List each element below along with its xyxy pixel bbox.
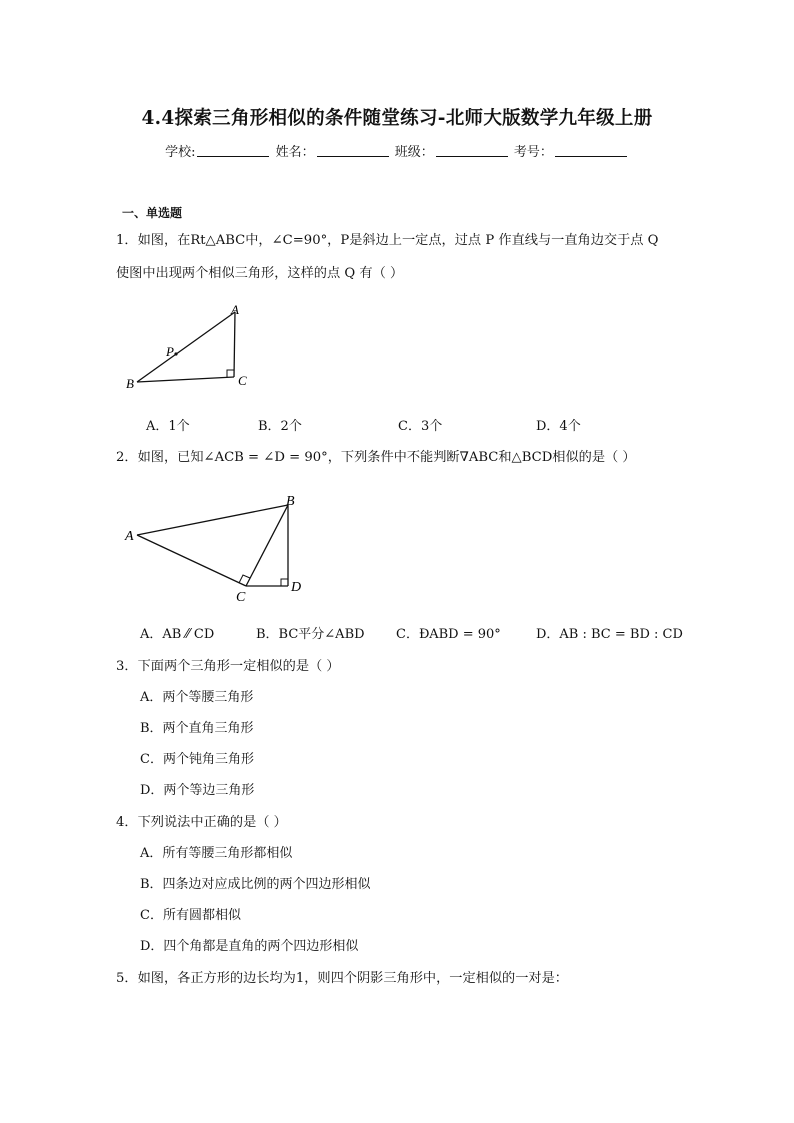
q2-stem: 2．如图，已知∠ACB = ∠D = 90°，下列条件中不能判断∇ABC和△BCD相似的是（ ） xyxy=(116,450,636,465)
q4-option-c[interactable]: C．所有圆都相似 xyxy=(140,908,241,923)
q3-option-a[interactable]: A．两个等腰三角形 xyxy=(140,690,254,705)
class-blank[interactable] xyxy=(436,144,508,157)
q2-side-ac xyxy=(137,535,246,586)
q2-label-b: B xyxy=(286,494,295,509)
q2-right-angle-d xyxy=(281,579,288,586)
q1-option-a[interactable]: A．1个 xyxy=(146,419,190,434)
q1-option-d[interactable]: D．4个 xyxy=(536,419,581,434)
q2-option-b[interactable]: B．BC平分∠ABD xyxy=(256,627,365,642)
q1-option-b[interactable]: B．2个 xyxy=(258,419,302,434)
q1-point-p xyxy=(174,352,177,355)
q1-label-p: P xyxy=(166,344,174,359)
q1-label-b: B xyxy=(126,376,134,391)
exam-no-label: 考号： xyxy=(513,145,553,160)
q2-option-d[interactable]: D．AB : BC = BD : CD xyxy=(536,627,683,642)
school-blank[interactable] xyxy=(197,144,269,157)
q1-side-ca xyxy=(234,312,235,377)
q1-stem-line1: 1．如图，在Rt△ABC中，∠C=90°，P是斜边上一定点，过点 P 作直线与一直角边交于点 Q xyxy=(116,233,659,248)
q2-side-cb xyxy=(246,505,288,586)
q4-option-a[interactable]: A．所有等腰三角形都相似 xyxy=(140,846,293,861)
q1-figure xyxy=(110,296,270,396)
q4-option-d[interactable]: D．四个角都是直角的两个四边形相似 xyxy=(140,939,359,954)
student-info-line xyxy=(0,141,794,160)
q4-stem: 4．下列说法中正确的是（ ） xyxy=(116,815,287,830)
q2-label-d: D xyxy=(291,580,302,595)
q1-side-bc xyxy=(137,377,234,382)
q1-side-ab xyxy=(137,312,235,382)
q1-label-c: C xyxy=(238,373,247,388)
q2-option-c[interactable]: C．ÐABD = 90° xyxy=(396,627,501,642)
section-title: 一、单选题 xyxy=(122,206,183,220)
class-label: 班级： xyxy=(394,145,434,160)
q2-option-a[interactable]: A．AB ⁄⁄ CD xyxy=(140,627,215,642)
q3-option-b[interactable]: B．两个直角三角形 xyxy=(140,721,254,736)
q1-stem-line2: 使图中出现两个相似三角形，这样的点 Q 有（ ） xyxy=(116,266,404,281)
q5-stem: 5．如图，各正方形的边长均为1，则四个阴影三角形中，一定相似的一对是： xyxy=(116,971,568,986)
q4-option-b[interactable]: B．四条边对应成比例的两个四边形相似 xyxy=(140,877,371,892)
name-label: 姓名： xyxy=(275,145,315,160)
q2-side-ab xyxy=(137,505,288,535)
q2-label-a: A xyxy=(125,529,134,544)
page-title: 4.4探索三角形相似的条件随堂练习-北师大版数学九年级上册 xyxy=(141,108,653,129)
q3-option-c[interactable]: C．两个钝角三角形 xyxy=(140,752,254,767)
q3-option-d[interactable]: D．两个等边三角形 xyxy=(140,783,255,798)
q2-label-c: C xyxy=(236,590,246,605)
q1-option-c[interactable]: C．3个 xyxy=(398,419,443,434)
exam-no-blank[interactable] xyxy=(555,144,627,157)
q3-stem: 3．下面两个三角形一定相似的是（ ） xyxy=(116,659,340,674)
q2-figure xyxy=(120,488,320,608)
q1-label-a: A xyxy=(231,302,239,317)
school-label: 学校: xyxy=(165,145,196,160)
q1-right-angle-mark xyxy=(227,370,234,377)
name-blank[interactable] xyxy=(317,144,389,157)
